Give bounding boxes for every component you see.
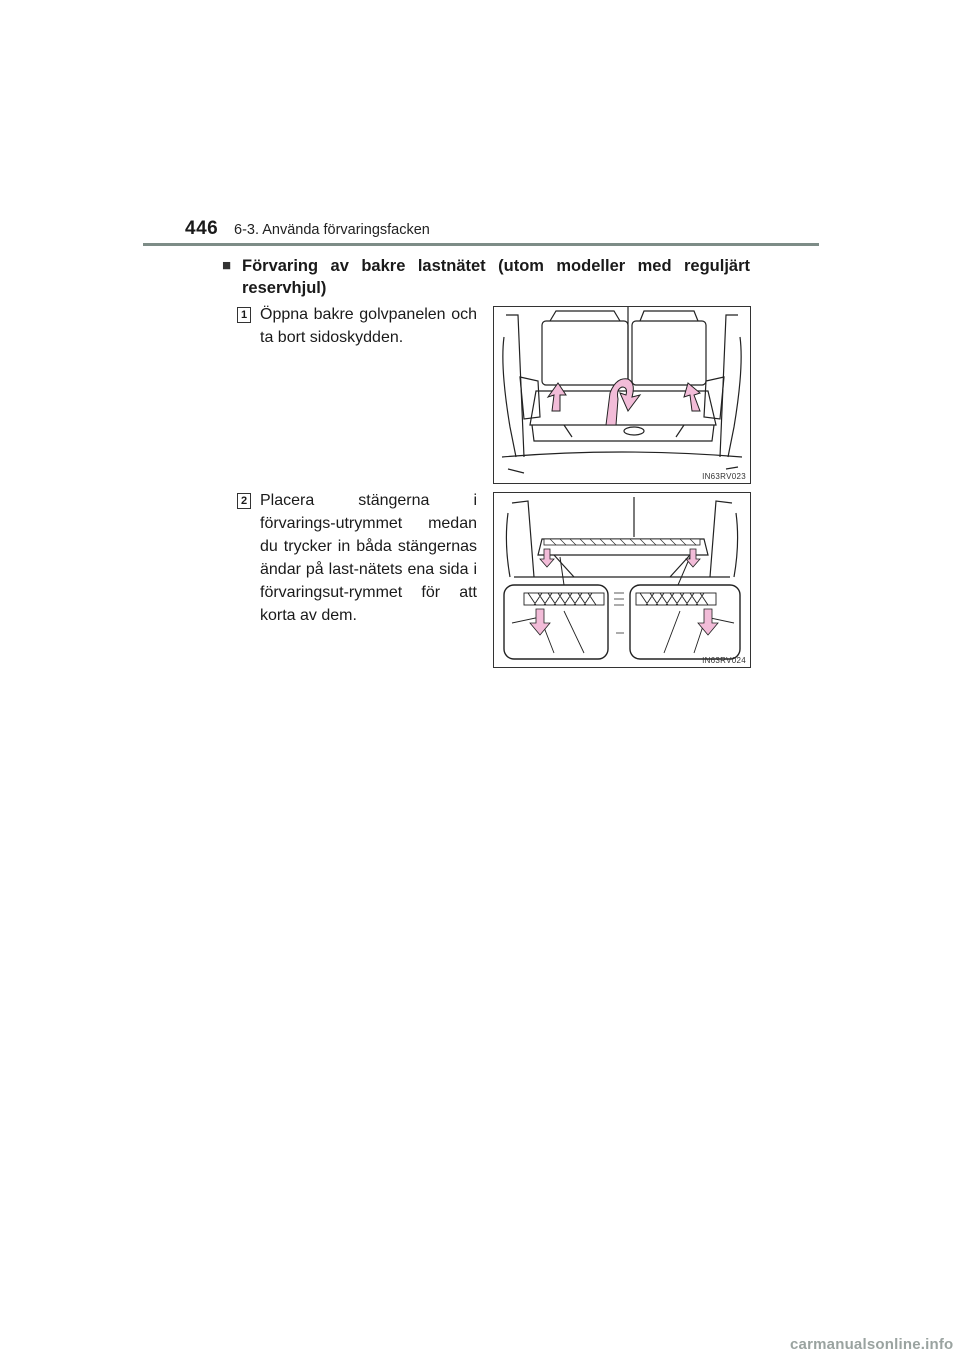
right-arrow-icon: [684, 383, 700, 411]
figure-store-rods: [493, 492, 751, 668]
subsection-heading-text: Förvaring av bakre lastnätet (utom modeller med reguljärt reservhjul): [242, 257, 750, 297]
figure-open-floor-panel: [493, 306, 751, 484]
cargo-area-illustration: [494, 307, 750, 483]
header-divider: [143, 243, 819, 246]
section-title: 6-3. Använda förvaringsfacken: [234, 222, 430, 238]
step-2-text: Placera stängerna i förvarings-utrymmet medan du trycker in båda stängernas ändar på last-nätets ena sida i förvaringsut-rymmet för att korta av dem.: [260, 492, 477, 624]
figure-code: IN63RV024: [702, 656, 746, 665]
watermark-text: carmanualsonline.info: [790, 1336, 954, 1353]
step-1-text: Öppna bakre golvpanelen och ta bort sidoskydden.: [260, 306, 477, 346]
lift-arrow-icon: [606, 379, 640, 425]
step-number-1: 1: [237, 307, 251, 323]
page-number: 446: [185, 218, 219, 239]
rod-storage-illustration: [494, 493, 750, 667]
subsection-heading: [222, 255, 750, 299]
figure-code: IN63RV023: [702, 472, 746, 481]
left-arrow-icon: [548, 383, 566, 411]
step-number-2: 2: [237, 493, 251, 509]
page-header: [0, 0, 960, 250]
square-bullet-icon: ■: [222, 257, 232, 274]
